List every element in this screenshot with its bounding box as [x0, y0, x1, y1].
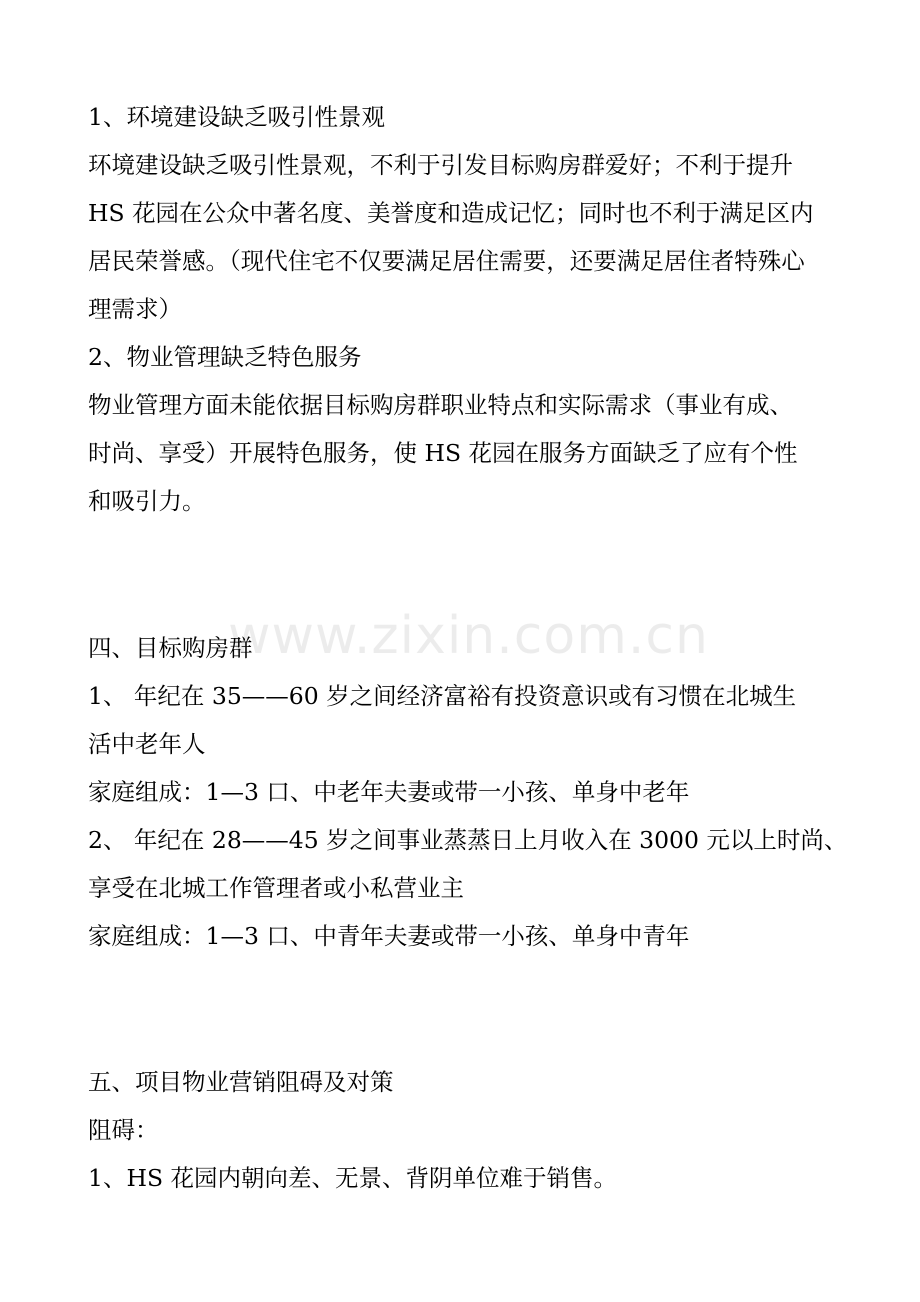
paragraph-line: 理需求） [88, 295, 182, 323]
obstacles-label: 阻碍： [88, 1116, 159, 1144]
paragraph-line: HS 花园在公众中著名度、美誉度和造成记忆；同时也不利于满足区内 [88, 199, 814, 227]
list-item: 1、 年纪在 35——60 岁之间经济富裕有投资意识或有习惯在北城生 [88, 682, 797, 710]
list-item-continuation: 活中老年人 [88, 730, 206, 758]
paragraph-line: 和吸引力。 [88, 487, 206, 515]
paragraph-line: 物业管理方面未能依据目标购房群职业特点和实际需求（事业有成、 [88, 391, 793, 419]
list-item: 2、 年纪在 28——45 岁之间事业蒸蒸日上月收入在 3000 元以上时尚、 [88, 826, 848, 854]
watermark: www.zixin.com.cn [228, 606, 709, 666]
list-item: 1、HS 花园内朝向差、无景、背阴单位难于销售。 [88, 1164, 618, 1192]
paragraph-line: 环境建设缺乏吸引性景观，不利于引发目标购房群爱好；不利于提升 [88, 151, 793, 179]
paragraph-line: 时尚、享受）开展特色服务，使 HS 花园在服务方面缺乏了应有个性 [88, 439, 798, 467]
chapter-heading-target-buyers: 四、目标购房群 [88, 634, 253, 662]
chapter-heading-marketing-obstacles: 五、项目物业营销阻碍及对策 [88, 1068, 394, 1096]
family-composition-line: 家庭组成：1—3 口、中青年夫妻或带一小孩、单身中青年 [88, 922, 690, 950]
paragraph-line: 居民荣誉感。（现代住宅不仅要满足居住需要，还要满足居住者特殊心 [88, 247, 805, 275]
section-heading-property-management: 2、物业管理缺乏特色服务 [88, 343, 362, 371]
family-composition-line: 家庭组成：1—3 口、中老年夫妻或带一小孩、单身中老年 [88, 778, 690, 806]
section-heading-environment: 1、环境建设缺乏吸引性景观 [88, 103, 385, 131]
list-item-continuation: 享受在北城工作管理者或小私营业主 [88, 874, 464, 902]
